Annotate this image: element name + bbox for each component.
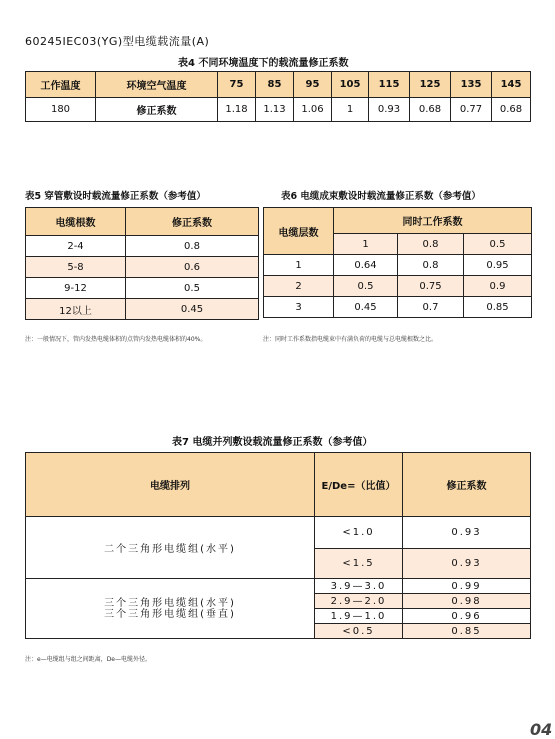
table6-subheader-cell: 0.5: [464, 234, 532, 255]
table7-title: 表7 电缆并列敷设载流量修正系数（参考值）: [172, 437, 373, 448]
table5-cell: 2-4: [26, 236, 126, 257]
table4-cell: 0.68: [410, 98, 451, 122]
table4-header-cell: 环境空气温度: [96, 72, 218, 98]
table4: [25, 71, 531, 122]
table7-group2-label-line2: 三个三角形电缆组(垂直): [104, 608, 236, 620]
table4-cell: 180: [26, 98, 96, 122]
table6-cell: 0.64: [334, 255, 398, 276]
table6-cell: 0.5: [334, 276, 398, 297]
table4-cell: 1.18: [218, 98, 256, 122]
table7-cell: 0.85: [403, 624, 531, 639]
page-number: 04: [530, 720, 553, 739]
table5-cell: 0.5: [126, 278, 259, 299]
table5-cell: 0.6: [126, 257, 259, 278]
table5-note: 注：一般情况下，管内发热电缆体积的点管内发热电缆体积的40%。: [25, 336, 207, 343]
table7-cell: 0.96: [403, 609, 531, 624]
table6: [263, 207, 532, 318]
table7-cell: 0.99: [403, 579, 531, 594]
table7-cell: 2.9—2.0: [315, 594, 403, 609]
table6-cell: 0.75: [398, 276, 464, 297]
table7-cell: 1.9—1.0: [315, 609, 403, 624]
table4-cell: 0.93: [369, 98, 410, 122]
table4-cell: 修正系数: [96, 98, 218, 122]
table6-cell: 0.9: [464, 276, 532, 297]
table5-cell: 0.45: [126, 299, 259, 320]
table4-header-cell: 75: [218, 72, 256, 98]
table7: [25, 452, 531, 639]
table7-group2-label-line1: 三个三角形电缆组(水平): [104, 597, 236, 609]
table4-header-cell: 135: [451, 72, 492, 98]
table6-cell: 0.8: [398, 255, 464, 276]
table4-cell: 0.68: [492, 98, 531, 122]
table7-header-cell: 修正系数: [403, 453, 531, 517]
table5-cell: 9-12: [26, 278, 126, 299]
table6-cell: 0.45: [334, 297, 398, 318]
page-title: 60245IEC03(YG)型电缆载流量(A): [25, 35, 210, 48]
table4-header-cell: 125: [410, 72, 451, 98]
table6-cell: 2: [264, 276, 334, 297]
table5-title: 表5 穿管敷设时载流量修正系数（参考值）: [25, 191, 206, 202]
table7-cell: 0.93: [403, 549, 531, 579]
table6-cell: 0.7: [398, 297, 464, 318]
table4-header-cell: 105: [332, 72, 369, 98]
table7-group2-label: [26, 579, 315, 639]
table7-cell: <1.0: [315, 517, 403, 549]
table5-cell: 12以上: [26, 299, 126, 320]
table4-header-cell: 115: [369, 72, 410, 98]
table7-cell: 3.9—3.0: [315, 579, 403, 594]
table4-cell: 1.06: [294, 98, 332, 122]
table6-cell: 3: [264, 297, 334, 318]
table7-group1-label: 二个三角形电缆组(水平): [26, 517, 315, 579]
table7-cell: <1.5: [315, 549, 403, 579]
table5-header-cell: 修正系数: [126, 208, 259, 236]
table4-header-cell: 95: [294, 72, 332, 98]
table6-subheader-cell: 0.8: [398, 234, 464, 255]
table4-cell: 0.77: [451, 98, 492, 122]
table6-subheader-cell: 1: [334, 234, 398, 255]
table5-cell: 0.8: [126, 236, 259, 257]
table4-header-cell: 工作温度: [26, 72, 96, 98]
table7-cell: <0.5: [315, 624, 403, 639]
table6-note: 注：同时工作系数指电缆束中有满负荷的电缆与总电缆根数之比。: [263, 336, 438, 343]
table6-cell: 0.95: [464, 255, 532, 276]
table6-cell: 1: [264, 255, 334, 276]
table5-header-cell: 电缆根数: [26, 208, 126, 236]
table6-cell: 0.85: [464, 297, 532, 318]
table4-cell: 1.13: [256, 98, 294, 122]
table6-title: 表6 电缆成束敷设时载流量修正系数（参考值）: [281, 191, 481, 202]
table5: [25, 207, 259, 320]
table4-cell: 1: [332, 98, 369, 122]
table4-title: 表4 不同环境温度下的载流量修正系数: [178, 58, 349, 69]
table6-header-layers: 电缆层数: [264, 208, 334, 255]
table7-cell: 0.93: [403, 517, 531, 549]
table4-header-cell: 85: [256, 72, 294, 98]
table7-header-cell: E/De=（比值）: [315, 453, 403, 517]
table6-header-factor: 同时工作系数: [334, 208, 532, 234]
table4-header-cell: 145: [492, 72, 531, 98]
table5-cell: 5-8: [26, 257, 126, 278]
table7-header-cell: 电缆排列: [26, 453, 315, 517]
table7-cell: 0.98: [403, 594, 531, 609]
table7-note: 注：e—电缆组与组之间距离，De—电缆外径。: [25, 656, 152, 663]
